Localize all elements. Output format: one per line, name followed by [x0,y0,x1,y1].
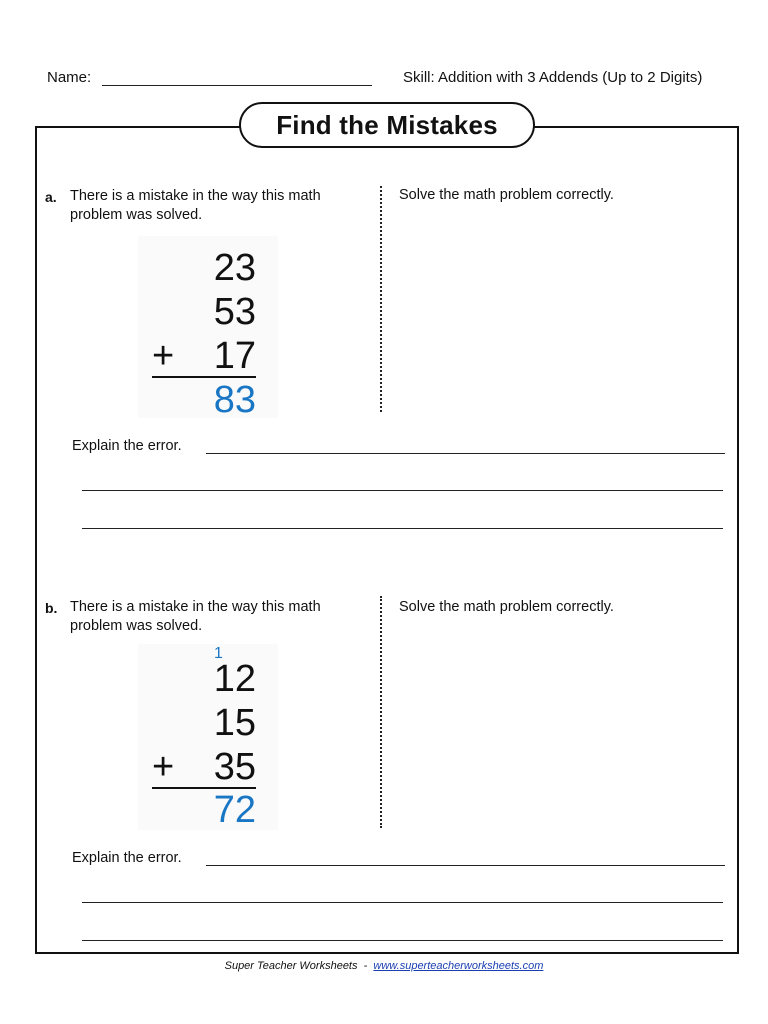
problem-b-explain-label: Explain the error. [72,850,182,866]
problem-a-divider [380,186,382,412]
problem-a-letter: a. [45,189,57,205]
problem-b-addend-1: 12 [213,658,256,700]
problem-a-addend-3: 17 [213,335,256,377]
name-label: Name: [47,69,92,86]
problem-a-answer-line-3[interactable] [82,528,723,529]
footer-separator: - [363,960,368,972]
problem-b-addend-3: 35 [213,746,256,788]
footer-link[interactable]: www.superteacherworksheets.com [373,960,544,972]
problem-a-explain-label: Explain the error. [72,438,182,454]
problem-b-addend-2: 15 [213,702,256,744]
problem-a-answer-line-1[interactable] [206,453,725,454]
problem-a-plus: + [152,335,175,377]
problem-a-sum-line [152,376,256,378]
problem-a-answer-line-2[interactable] [82,490,723,491]
problem-b-solve-label: Solve the math problem correctly. [399,599,614,615]
footer [0,960,768,972]
problem-a-solve-label: Solve the math problem correctly. [399,187,614,203]
problem-b-letter: b. [45,600,58,616]
problem-b-divider [380,596,382,828]
problem-b-text: There is a mistake in the way this math problem was solved. [70,599,321,634]
problem-b-plus: + [152,746,175,788]
worksheet-title: Find the Mistakes [239,102,535,148]
problem-b-math [138,644,278,830]
problem-a-addend-1: 23 [213,247,256,289]
problem-b-answer-line-3[interactable] [82,940,723,941]
skill-label: Skill: Addition with 3 Addends (Up to 2 Digits) [403,69,703,86]
problem-a-addend-2: 53 [213,291,256,333]
problem-b-carry: 1 [214,645,223,662]
problem-b-answer-line-2[interactable] [82,902,723,903]
problem-b-answer: 72 [213,789,256,831]
footer-brand: Super Teacher Worksheets [224,960,358,972]
name-field[interactable] [102,85,372,86]
problem-a-answer: 83 [213,379,256,421]
problem-a-math [138,236,278,421]
problem-b-answer-line-1[interactable] [206,865,725,866]
problem-a-text: There is a mistake in the way this math problem was solved. [70,188,321,223]
